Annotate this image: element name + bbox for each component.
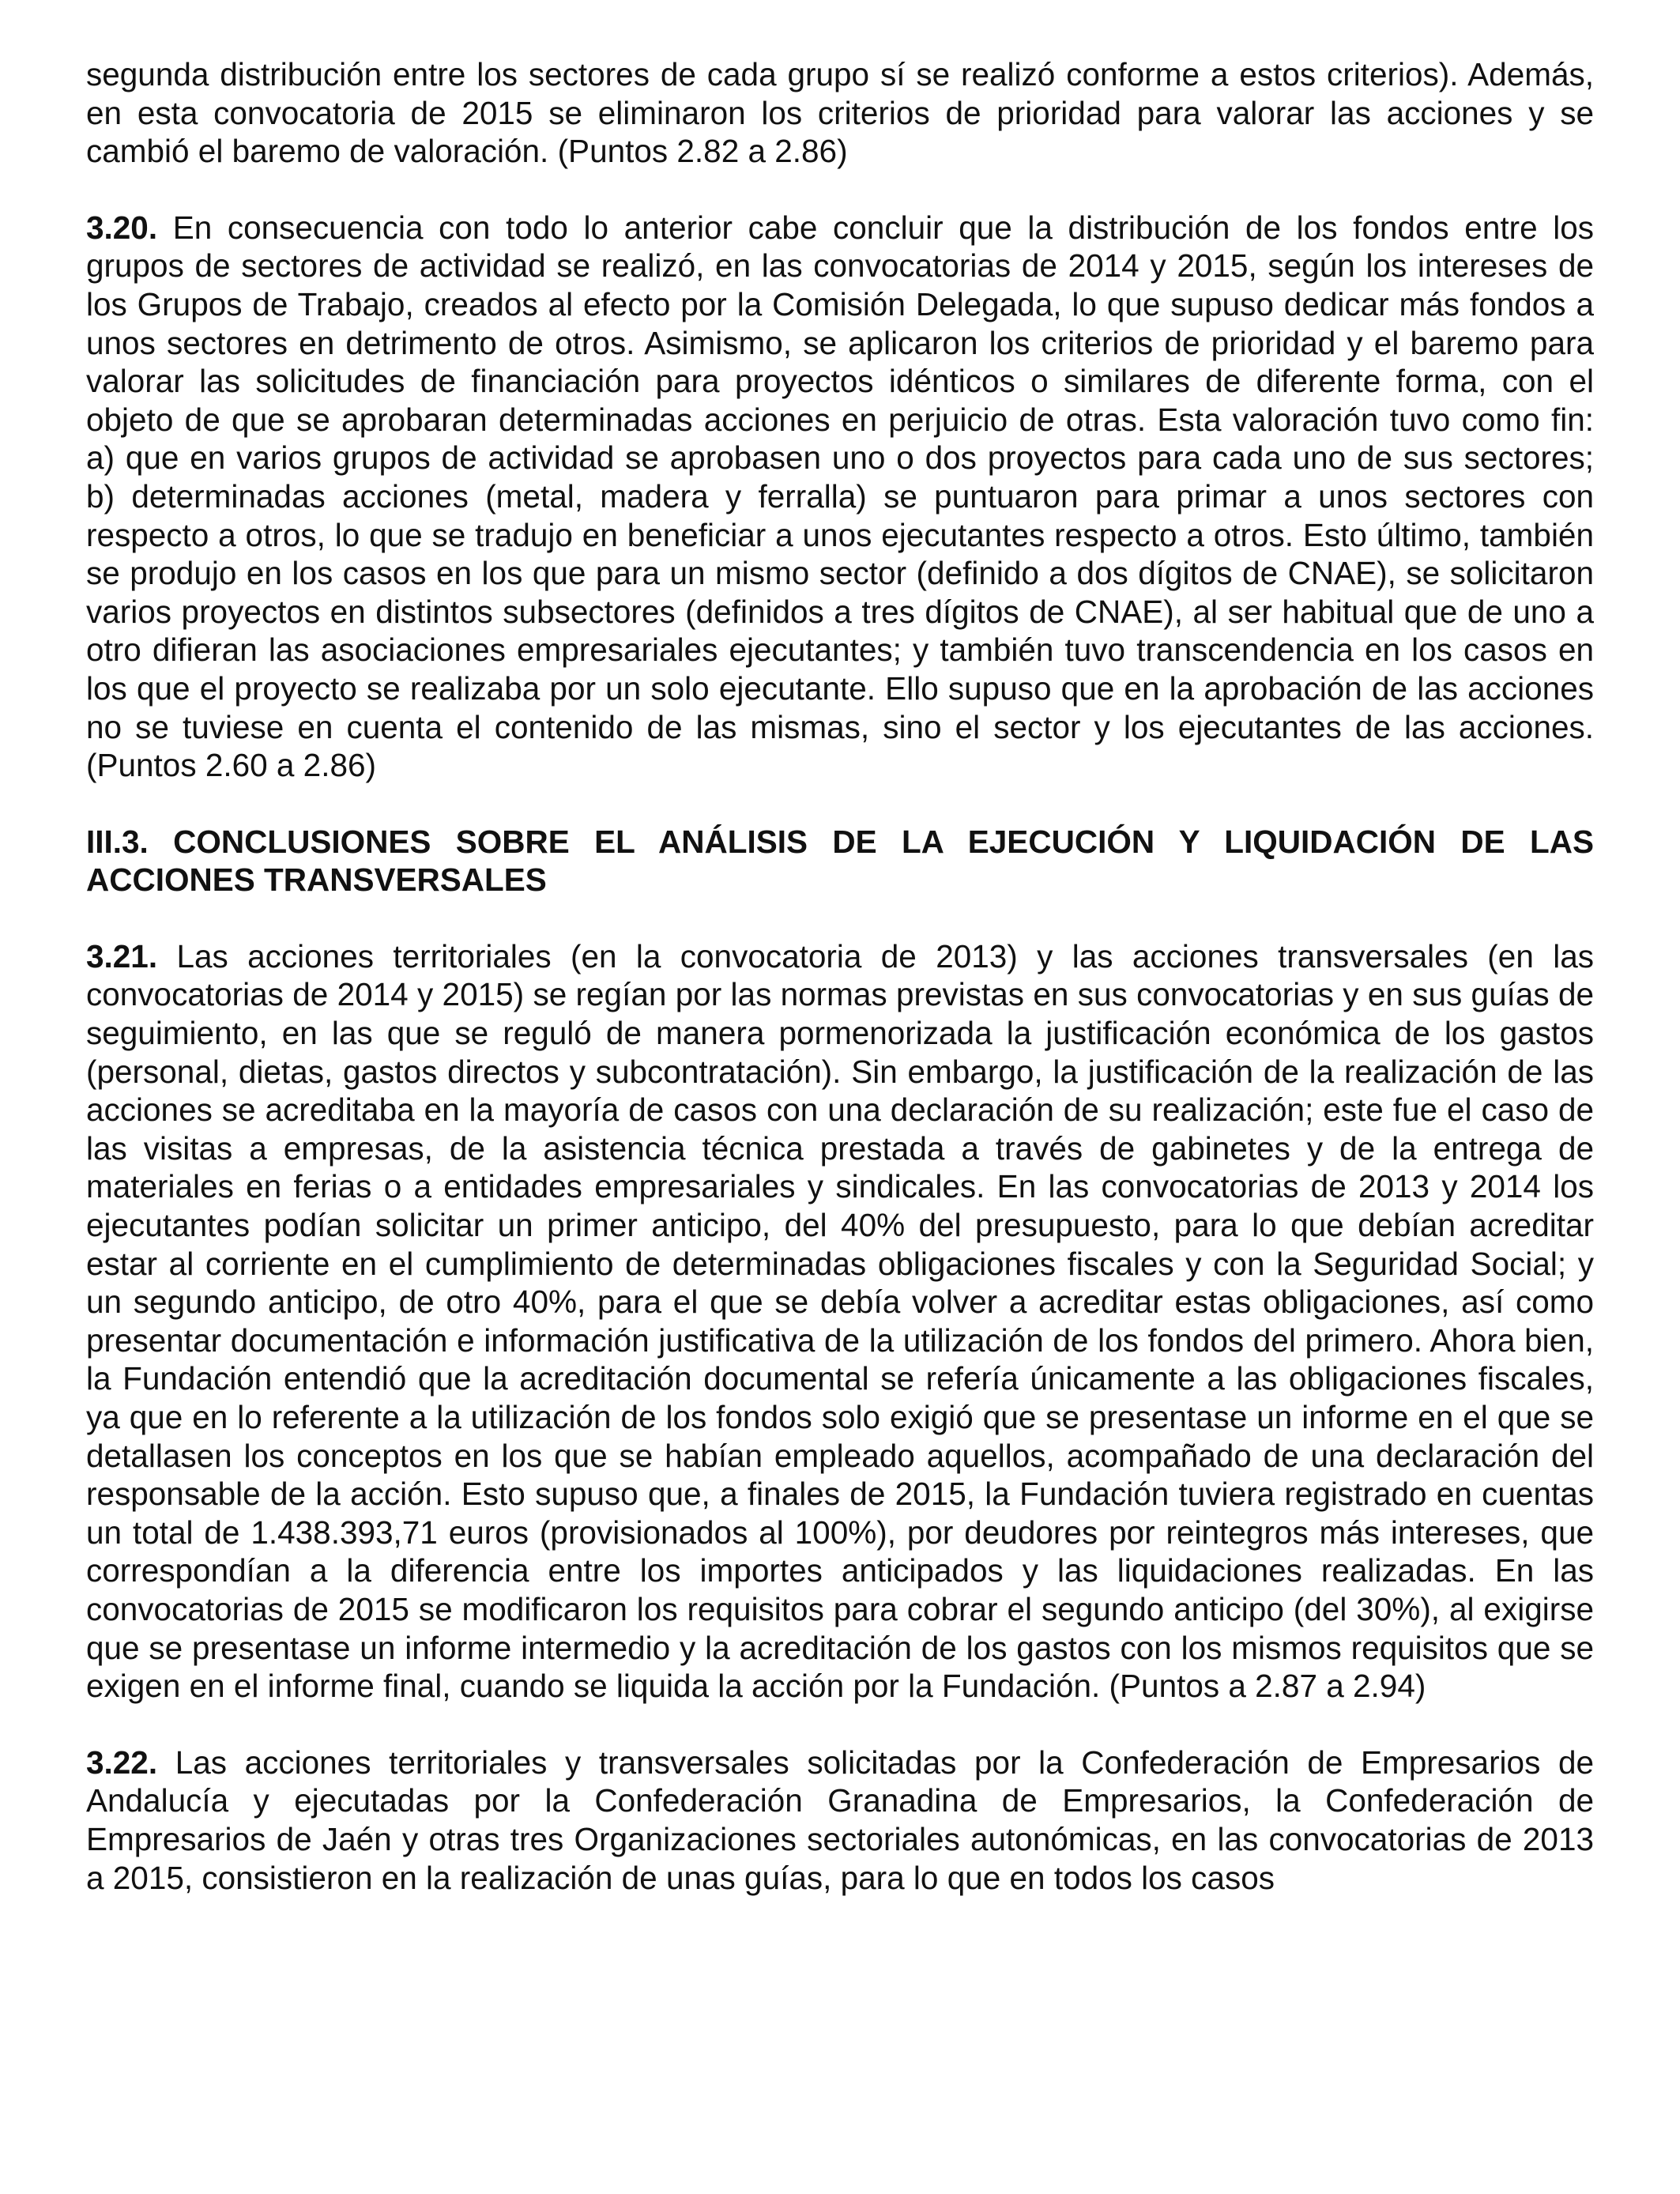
paragraph-3-21 xyxy=(86,937,1594,1706)
paragraph-intro-text: segunda distribución entre los sectores de cada grupo sí se realizó conforme a estos criterios). Además, en esta convocatoria de 2015 se eliminaron los criterios de prioridad para valorar las acciones y se cambió el baremo de valoración. (Puntos 2.82 a 2.86) xyxy=(86,56,1594,170)
paragraph-text: En consecuencia con todo lo anterior cabe concluir que la distribución de los fondos entre los grupos de sectores de actividad se realizó, en las convocatorias de 2014 y 2015, según los intereses de los Grupos de Trabajo, creados al efecto por la Comisión Delegada, lo que supuso dedicar más fondos a unos sectores en detrimento de otros. Asimismo, se aplicaron los criterios de prioridad y el baremo para valorar las solicitudes de financiación para proyectos idénticos o similares de diferente forma, con el objeto de que se aprobaran determinadas acciones en perjuicio de otras. Esta valoración tuvo como fin: a) que en varios grupos de actividad se aprobasen uno o dos proyectos para cada uno de sus sectores; b) determinadas acciones (metal, madera y ferralla) se puntuaron para primar a unos sectores con respecto a otros, lo que se tradujo en beneficiar a unos ejecutantes respecto a otros. Esto último, también se produjo en los casos en los que para un mismo sector (definido a dos dígitos de CNAE), se solicitaron varios proyectos en distintos subsectores (definidos a tres dígitos de CNAE), al ser habitual que de uno a otro difieran las asociaciones empresariales ejecutantes; y también tuvo transcendencia en los casos en los que el proyecto se realizaba por un solo ejecutante. Ello supuso que en la aprobación de las acciones no se tuviese en cuenta el contenido de las mismas, sino el sector y los ejecutantes de las acciones. (Puntos 2.60 a 2.86) xyxy=(86,209,1594,784)
section-heading: III.3. CONCLUSIONES SOBRE EL ANÁLISIS DE LA EJECUCIÓN Y LIQUIDACIÓN DE LAS ACCIONES TRANSVERSALES xyxy=(86,823,1594,899)
paragraph-intro xyxy=(86,55,1594,171)
paragraph-number: 3.22. xyxy=(86,1744,158,1781)
paragraph-number: 3.21. xyxy=(86,937,158,974)
paragraph-3-22 xyxy=(86,1744,1594,1897)
document-page xyxy=(86,55,1594,1935)
paragraph-text: Las acciones territoriales (en la convocatoria de 2013) y las acciones transversales (en las convocatorias de 2014 y 2015) se regían por las normas previstas en sus convocatorias y en sus guías de seguimiento, en las que se reguló de manera pormenorizada la justificación económica de los gastos (personal, dietas, gastos directos y subcontratación). Sin embargo, la justificación de la realización de las acciones se acreditaba en la mayoría de casos con una declaración de su realización; este fue el caso de las visitas a empresas, de la asistencia técnica prestada a través de gabinetes y de la entrega de materiales en ferias o a entidades empresariales y sindicales. En las convocatorias de 2013 y 2014 los ejecutantes podían solicitar un primer anticipo, del 40% del presupuesto, para lo que debían acreditar estar al corriente en el cumplimiento de determinadas obligaciones fiscales y con la Seguridad Social; y un segundo anticipo, de otro 40%, para el que se debía volver a acreditar estas obligaciones, así como presentar documentación e información justificativa de la utilización de los fondos del primero. Ahora bien, la Fundación entendió que la acreditación documental se refería únicamente a las obligaciones fiscales, ya que en lo referente a la utilización de los fondos solo exigió que se presentase un informe en el que se detallasen los conceptos en los que se habían empleado aquellos, acompañado de una declaración del responsable de la acción. Esto supuso que, a finales de 2015, la Fundación tuviera registrado en cuentas un total de 1.438.393,71 euros (provisionados al 100%), por deudores por reintegros más intereses, que correspondían a la diferencia entre los importes anticipados y las liquidaciones realizadas. En las convocatorias de 2015 se modificaron los requisitos para cobrar el segundo anticipo (del 30%), al exigirse que se presentase un informe intermedio y la acreditación de los gastos con los mismos requisitos que se exigen en el informe final, cuando se liquida la acción por la Fundación. (Puntos a 2.87 a 2.94) xyxy=(86,937,1594,1705)
paragraph-text: Las acciones territoriales y transversales solicitadas por la Confederación de Empresarios de Andalucía y ejecutadas por la Confederación Granadina de Empresarios, la Confederación de Empresarios de Jaén y otras tres Organizaciones sectoriales autonómicas, en las convocatorias de 2013 a 2015, consistieron en la realización de unas guías, para lo que en todos los casos xyxy=(86,1744,1594,1896)
paragraph-number: 3.20. xyxy=(86,209,158,246)
paragraph-3-20 xyxy=(86,209,1594,785)
